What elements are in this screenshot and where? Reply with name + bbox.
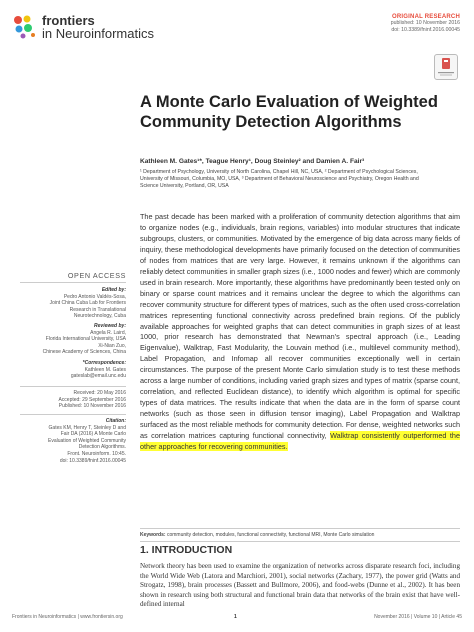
sidebar-divider (20, 386, 126, 387)
section-heading: 1. INTRODUCTION (140, 544, 233, 556)
affiliation-line: ¹ Department of Psychology, University of North Carolina, Chapel Hill, NC, USA, ² Department of Psychological Sciences, (140, 169, 418, 175)
correspondent-email[interactable]: gateslab@email.unc.edu (70, 373, 126, 380)
author-list: Kathleen M. Gates¹*, Teague Henry¹, Doug Steinley² and Damien A. Fair³ (140, 158, 365, 165)
frontiers-logo-icon (12, 14, 38, 40)
sidebar-divider (20, 414, 126, 415)
citation-block (14, 418, 126, 464)
crossmark-icon (435, 55, 457, 79)
open-access-label: OPEN ACCESS (67, 271, 126, 280)
reviewer-line: Xi-Nian Zuo, (98, 342, 126, 349)
highlighted-sentence: Walktrap consistently outperformed the other approaches for recovering communities. (140, 431, 460, 452)
sidebar-divider (20, 282, 126, 283)
citation-line: Front. Neuroinform. 10:45. (67, 450, 126, 457)
editor-line: Research in Translational (69, 306, 126, 313)
abstract-text: The past decade has been marked with a proliferation of community detection algorithms that aim to organize nodes (e.g., individuals, brain regions, variables) into modular structures that indicate subgroups, clusters, or communities. Motivated by the emergence of big data across many fields of inquiry, these methodological developments have primarily focused on the detection of communities of nodes from matrices that are very large. However, it remains unknown if the algorithms can reliably detect communities in smaller graph sizes (i.e., 1000 nodes and fewer) which are commonly used in brain research. More importantly, these algorithms have predominantly been tested only on binary or sparse count matrices and it remains unclear the degree to which the algorithms can recover community structure for different types of matrices, such as the often used cross-correlation matrices representing functional connectivity across predefined brain regions. Of the publicly available approaches for weighted graphs that can detect communities in graph sizes of at least 1000, prior research has demonstrated that Newman's spectral approach (i.e., Leading Eigenvalue), Walktrap, Fast Modularity, the Louvain method (i.e., multilevel community method), Label Propagation, and Infomap all recover communities exceptionally well in certain circumstances. The purpose of the present Monte Carlo simulation study is to test these methods across a large number of conditions, including varied graph sizes and types of matrix (sparse count, correlation, and reflected Euclidean distance), to identify which algorithm is optimal for specific types of data matrices. The results indicate that when the data are in the form of sparse count networks (such as those seen in diffusion tensor imaging), Label Propagation and Walktrap surfaced as the most reliable methods for community detection. For dense, weighted networks such as correlation matrices capturing functional connectivity, (140, 212, 460, 441)
affiliation-line: Science University, Portland, OR, USA (140, 183, 229, 190)
keywords-bar (140, 528, 460, 542)
abstract (140, 212, 460, 453)
editor-line: Pedro Antonio Valdés-Sosa, (63, 293, 126, 300)
reviewer-line: Chinese Academy of Sciences, China (42, 349, 126, 356)
edited-by-block (14, 287, 126, 320)
affiliation-line: University of Missouri, Columbia, MO, USA, ³ Department of Behavioral Neuroscience and Psychiatry, Oregon Health and (140, 176, 419, 183)
doi[interactable]: doi: 10.3389/fninf.2016.00045 (391, 26, 460, 33)
dates-block (14, 390, 126, 410)
check-for-updates-button[interactable] (434, 54, 458, 80)
footer-journal[interactable]: Frontiers in Neuroinformatics | www.frontiersin.org (12, 614, 123, 620)
keywords-label: Keywords: (140, 532, 166, 538)
citation-label: Citation: (105, 418, 126, 424)
reviewed-by-label: Reviewed by: (94, 323, 126, 329)
logo-line1: frontiers (42, 13, 95, 28)
published-date: published: 10 November 2016 (390, 20, 460, 27)
citation-line: Gates KM, Henry T, Steinley D and (48, 424, 126, 431)
citation-line: Detection Algorithms. (78, 444, 126, 451)
correspondent-name: Kathleen M. Gates (84, 366, 126, 373)
editor-line: Joint China Cuba Lab for Frontiers (49, 300, 126, 307)
intro-paragraph: Network theory has been used to examine the organization of networks across disparate research foci, including the World Wide Web (Latora and Marchiori, 2001), social networks (Zachary, 1977), the power grid (Watts and Strogatz, 1998), brain processes (Bassett and Bullmore, 2006), and food-webs (Dunne et al., 2002). It has been shown in research using both structural and functional brain data that networks of the brain exist that have well-defined internal (140, 562, 460, 609)
editor-line: Neurotechnology, Cuba (73, 313, 126, 320)
footer-volume: November 2016 | Volume 10 | Article 45 (374, 614, 462, 620)
correspondence-block (14, 360, 126, 380)
keywords-list: community detection, modules, functional connectivity, functional MRI, Monte Carlo simulation (166, 532, 375, 538)
citation-line: Fair DA (2016) A Monte Carlo (60, 431, 126, 438)
logo-line2: in Neuroinformatics (42, 26, 154, 41)
citation-line[interactable]: doi: 10.3389/fninf.2016.00045 (59, 457, 126, 464)
affiliations (140, 169, 460, 191)
reviewer-line: Angela R. Laird, (90, 329, 126, 336)
article-type: ORIGINAL RESEARCH (392, 14, 460, 20)
page-number: 1 (234, 614, 237, 620)
article-meta (391, 14, 460, 33)
paper-title: A Monte Carlo Evaluation of Weighted Community Detection Algorithms (140, 93, 438, 131)
received-date: Received: 20 May 2016 (73, 390, 126, 396)
accepted-date: Accepted: 29 September 2016 (58, 396, 126, 403)
edited-by-label: Edited by: (101, 287, 126, 293)
published-date-side: Published: 10 November 2016 (58, 403, 126, 410)
journal-logo[interactable] (42, 14, 154, 40)
citation-line: Evaluation of Weighted Community (47, 437, 126, 444)
reviewer-line: Florida International University, USA (45, 336, 126, 343)
reviewed-by-block (14, 323, 126, 356)
correspondence-label: *Correspondence: (82, 360, 126, 366)
